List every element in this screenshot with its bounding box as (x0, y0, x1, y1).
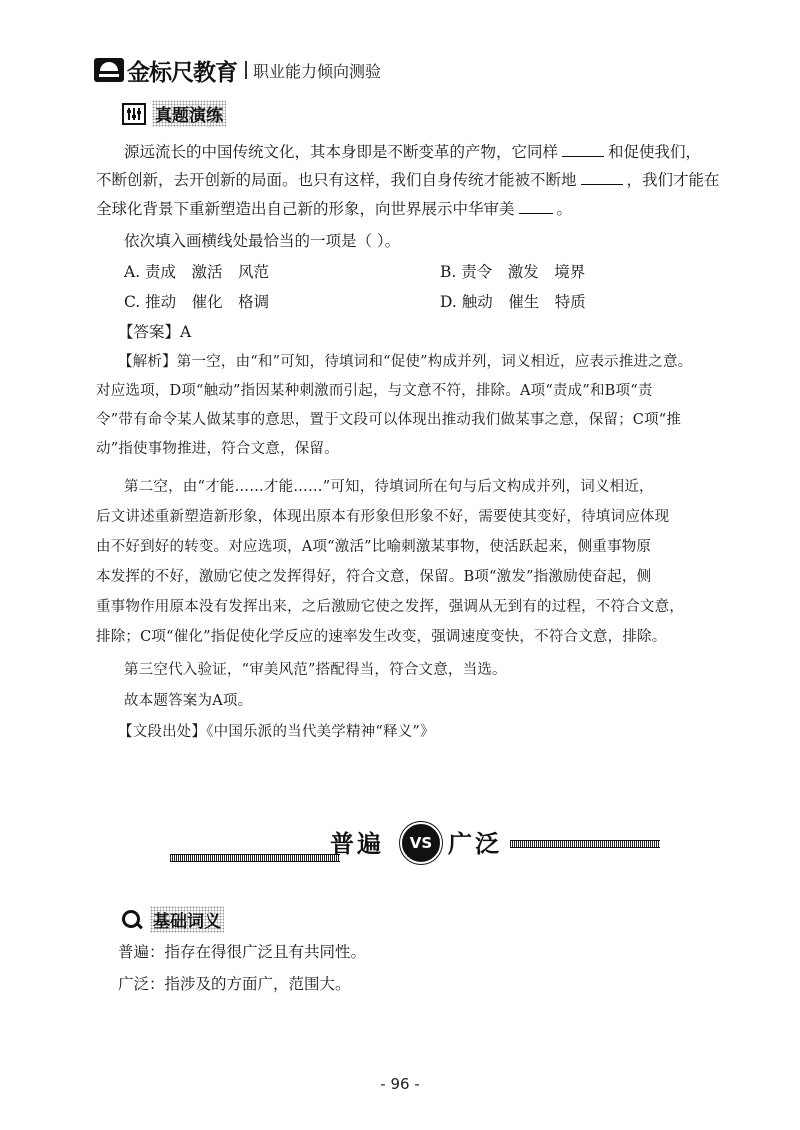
fill-blank (581, 170, 623, 185)
analysis-line: 第三空代入验证，“审美风范”搭配得当，符合文意，当选。 (124, 662, 507, 678)
analysis-line: 【解析】第一空，由“和”可知，待填词和“促使”构成并列，词义相近，应表示推进之意。 (118, 354, 693, 370)
stem-text: 源远流长的中国传统文化，其本身即是不断变革的产物，它同样 (124, 143, 559, 161)
stem-text: 全球化背景下重新塑造出自己新的形象，向世界展示中华审美 (96, 200, 515, 218)
fill-blank (562, 142, 604, 157)
option-b: B. 责令 激发 境界 (440, 263, 586, 281)
stem-line-2 (96, 166, 720, 194)
search-icon (122, 910, 142, 930)
stem-line-3 (96, 195, 572, 223)
question-prompt: 依次填入画横线处最恰当的一项是（ ）。 (124, 232, 401, 250)
stem-text: 和促使我们， (608, 143, 702, 161)
exercise-heading (122, 100, 226, 127)
definition-line: 广泛：指涉及的方面广，范围大。 (118, 975, 351, 993)
answer-line: 【答案】A (118, 323, 192, 341)
analysis-line: 排除；C项“催化”指促使化学反应的速率发生改变，强调速度变快，不符合文意，排除。 (96, 629, 667, 645)
vs-badge: VS (400, 822, 442, 864)
analysis-line: 重事物作用原本没有发挥出来，之后激励它使之发挥，强调从无到有的过程，不符合文意， (96, 599, 684, 615)
compare-word-b: 广泛 (448, 829, 502, 858)
analysis-line: 动”指使事物推进，符合文意，保留。 (96, 441, 339, 457)
page-number: - 96 - (380, 1075, 420, 1093)
analysis-line: 后文讲述重新塑造新形象，体现出原本有形象但形象不好，需要使其变好，待填词应体现 (96, 509, 670, 525)
brand-name: 金标尺教育 (127, 59, 237, 86)
stem-text: 不断创新，去开创新的局面。也只有这样，我们自身传统才能被不断地 (96, 171, 577, 189)
stem-text: ，我们才能在 (626, 171, 720, 189)
equalizer-icon (122, 103, 146, 125)
banner-rule-left (170, 854, 340, 862)
stem-text: 。 (556, 200, 573, 218)
banner-rule-right (510, 840, 660, 848)
analysis-line: 第二空，由“才能……才能……”可知，待填词所在句与后文构成并列，词义相近， (124, 479, 654, 495)
brand-logo-icon (94, 58, 124, 82)
vs-banner (170, 818, 660, 868)
analysis-line: 故本题答案为A项。 (124, 693, 253, 709)
compare-word-a: 普遍 (330, 829, 384, 858)
analysis-line: 对应选项，D项“触动”指因某种刺激而引起，与文意不符，排除。A项“责成”和B项“责 (96, 383, 653, 399)
analysis-line: 令”带有命令某人做某事的意思，置于文段可以体现出推动我们做某事之意，保留；C项“推 (96, 412, 682, 428)
option-a: A. 责成 激活 风范 (124, 263, 270, 281)
header (94, 56, 381, 84)
option-d: D. 触动 催生 特质 (440, 293, 586, 311)
header-subtitle: 职业能力倾向测验 (253, 61, 382, 81)
stem-line-1 (124, 138, 701, 166)
source-line: 【文段出处】《中国乐派的当代美学精神“释义”》 (118, 724, 435, 740)
definition-title: 基础词义 (150, 906, 224, 933)
exercise-title: 真题演练 (152, 100, 226, 127)
analysis-line: 本发挥的不好，激励它使之发挥得好，符合文意，保留。B项“激发”指激励使奋起，侧 (96, 569, 652, 585)
definition-line: 普遍：指存在得很广泛且有共同性。 (118, 943, 367, 961)
header-separator (245, 61, 247, 79)
definition-heading (122, 906, 224, 933)
analysis-line: 由不好到好的转变。对应选项，A项“激活”比喻刺激某事物，使活跃起来，侧重事物原 (96, 539, 652, 555)
fill-blank (519, 199, 553, 214)
option-c: C. 推动 催化 格调 (124, 293, 270, 311)
